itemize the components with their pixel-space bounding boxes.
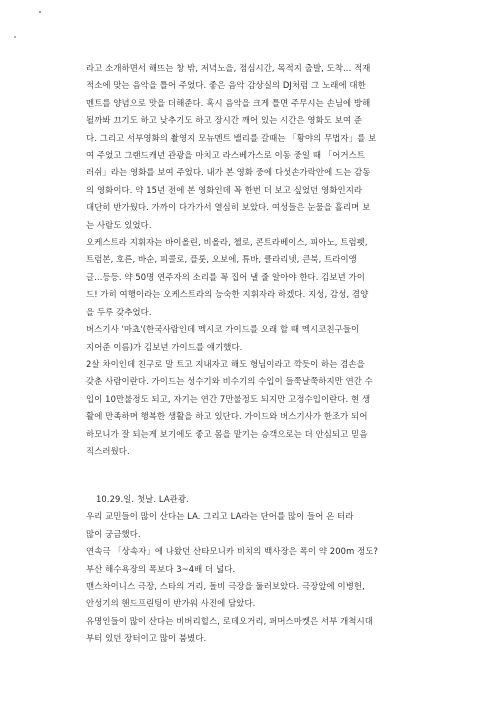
text-line: 직스러웠다. xyxy=(86,445,130,456)
text-line: 맨스차이니스 극장, 스타의 거리, 돌비 극장을 둘러보았다. 극장앞에 이병헌, xyxy=(86,581,365,592)
text-line: 멘트를 양념으로 맛을 더해준다. 혹시 음악을 크게 틀면 주무시는 손님에 방해 xyxy=(86,97,371,108)
text-line: 유명인들이 많이 산다는 비버리힐스, 로데오거리, 퍼머스마켓은 서부 개척시대 xyxy=(86,615,373,626)
text-line: 대단히 반가웠다. 가까이 다가가서 열심히 보았다. 여성들은 눈물을 흘리며 보 xyxy=(86,202,371,213)
body-section-1 xyxy=(86,60,428,460)
scan-mark xyxy=(39,11,41,13)
text-line: 글...등등. 약 50명 연주자의 소리를 꼭 집어 낼 줄 알아야 한다. 김보년 가이 xyxy=(86,271,365,282)
text-line: 우리 교민들이 많이 산다는 LA. 그리고 LA라는 단어를 많이 들어 온 터라 xyxy=(86,511,354,522)
text-line: 버스기사 '마쵸'(한국사람인데 멕시코 가이드를 오래 할 때 멕시코친구들이 xyxy=(86,324,360,335)
text-line: 라고 소개하면서 해뜨는 창 밖, 저녁노을, 점심시간, 목적지 출발, 도착... 적재 xyxy=(86,63,371,73)
text-line: 부터 있던 장터이고 많이 붐볐다. xyxy=(86,633,207,644)
text-line: 오케스트라 지휘자는 바이올린, 비올라, 첼로, 콘트라베이스, 피아노, 트럼펫, xyxy=(86,237,368,248)
text-line: 적소에 맞는 음악을 틀어 주었다. 좋은 음악 감상실의 DJ처럼 그 노래에 대한 xyxy=(86,80,366,91)
text-line: 2살 차이인데 친구로 말 트고 지내자고 해도 형님이라고 깍듯이 하는 겸손을 xyxy=(86,358,365,369)
text-line: 갖춘 사람이란다. 가이드는 성수기와 비수기의 수입이 들쭉날쭉하지만 연간 수 xyxy=(86,376,373,387)
scan-dot xyxy=(14,36,16,38)
text-line: 러쉬」라는 영화를 보여 주었다. 내가 본 영화 중에 다섯손가락안에 드는 감동 xyxy=(86,167,371,178)
date-heading: 10.29.일. 첫날. LA관광. xyxy=(96,494,189,504)
text-line: 을 두루 갖추었다. xyxy=(86,306,152,317)
text-line: 트럼본, 호른, 바순, 피콜로, 플룻, 오보에, 튜바, 클라리넷, 큰북, 트라이앵 xyxy=(86,254,357,265)
text-line: 의 영화이다. 약 15년 전에 본 영화인데 꼭 한번 더 보고 싶었던 영화인지라 xyxy=(86,184,363,195)
body-section-2 xyxy=(86,491,428,648)
text-line: 하모니가 잘 되는게 보기에도 좋고 몸을 맡기는 승객으로는 더 안심되고 믿음 xyxy=(86,428,368,439)
text-line: 여 주었고 그랜드캐년 관광을 마치고 라스베가스로 이동 중일 때 「어거스트 xyxy=(86,150,366,161)
text-line: 활에 만족하며 행복한 생활을 하고 있단다. 가이드와 버스기사가 한조가 되어 xyxy=(86,411,368,422)
text-line: 부산 해수욕장의 폭보다 3~4배 더 넓다. xyxy=(86,563,236,574)
text-line: 안성기의 핸드프린팅이 반가워 사진에 담았다. xyxy=(86,598,256,609)
text-line: 될까봐 끄기도 하고 낮추기도 하고 장시간 깨어 있는 시간은 영화도 보여 준 xyxy=(86,115,363,126)
text-line: 많이 궁금했다. xyxy=(86,528,141,539)
text-line: 다. 그리고 서부영화의 촬영지 모뉴멘트 밸리를 갈때는 「황야의 무법자」를 보 xyxy=(86,132,377,143)
text-line: 는 사람도 있었다. xyxy=(86,219,152,230)
text-line: 연속극 「상속자」에 나왔던 산타모니카 비치의 백사장은 폭이 약 200m 정도? xyxy=(86,546,379,557)
text-line: 드! 가히 여행이라는 오케스트라의 능숙한 지휘자라 하겠다. 지성, 감성, 겸양 xyxy=(86,289,369,300)
text-line: 지어준 이름)가 김보년 가이드를 얘기했다. xyxy=(86,341,243,352)
text-line: 입이 10만불정도 되고, 자기는 연간 7만불정도 되지만 고정수입이란다. 현 생 xyxy=(86,393,371,404)
